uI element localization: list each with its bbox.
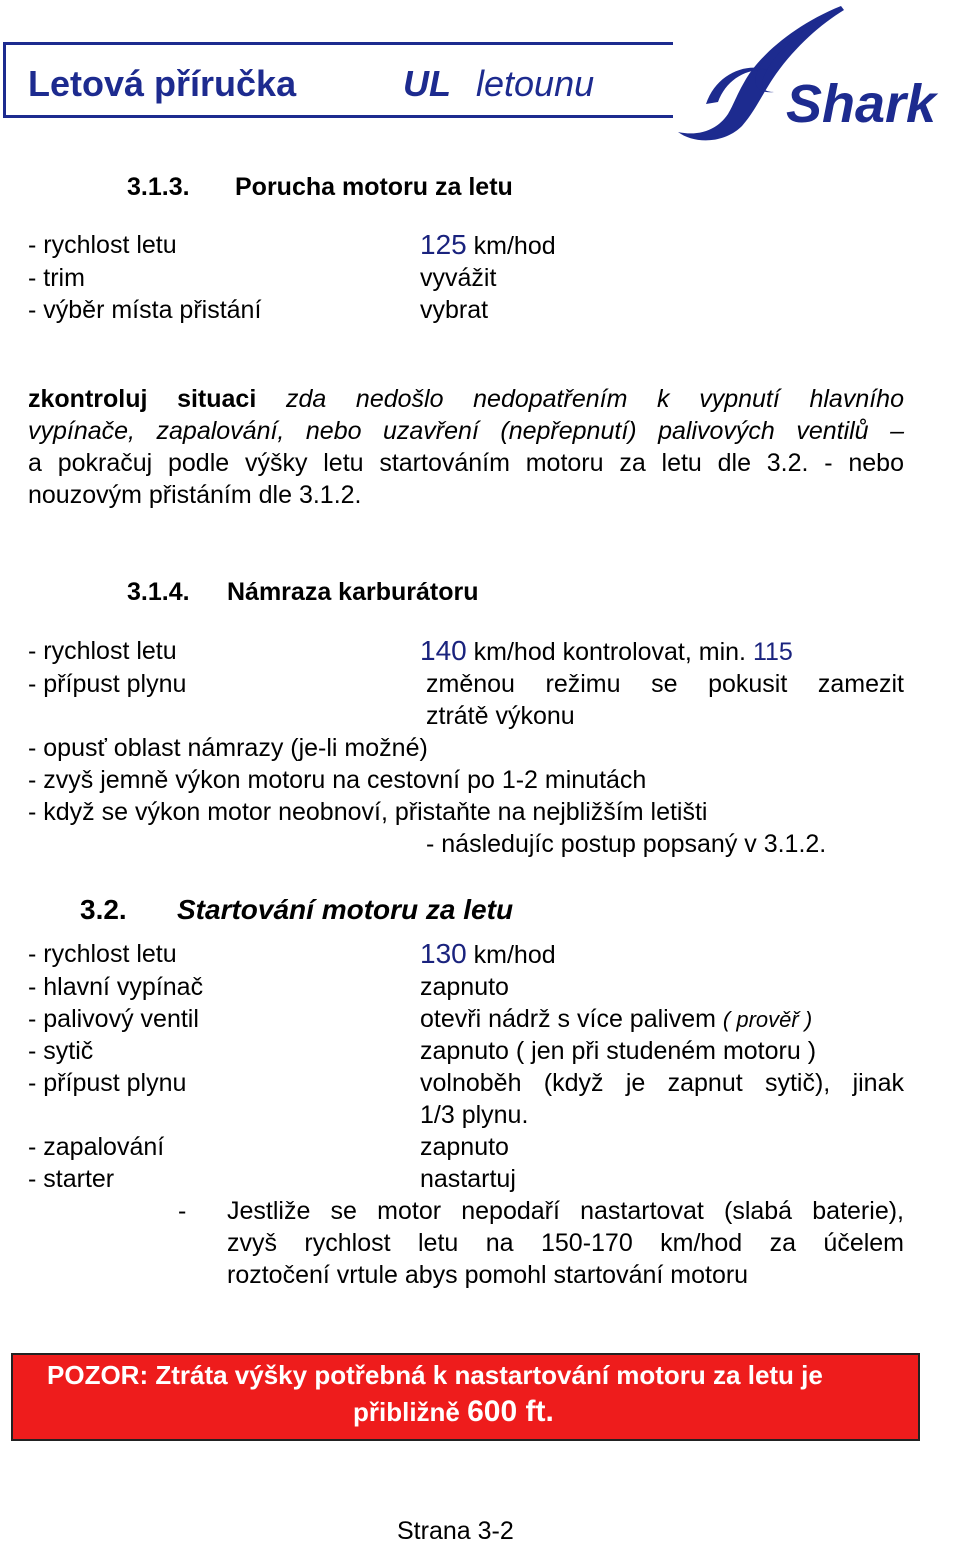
section-number: 3.2.: [80, 894, 127, 925]
speed-min-number: 115: [752, 638, 793, 666]
row-value: zapnuto ( jen při studeném motoru ): [420, 1037, 817, 1065]
row-label: - zapalování: [28, 1133, 165, 1161]
section-title: Porucha motoru za letu: [235, 173, 513, 201]
warning-text: POZOR: Ztráta výšky potřebná k nastartování motoru za letu je: [47, 1360, 823, 1390]
manual-title: Letová příručka: [28, 63, 297, 104]
section-title: Námraza karburátoru: [227, 578, 479, 606]
paragraph-line: a pokračuj podle výšky letu startováním motoru za letu dle 3.2. - nebo: [28, 449, 904, 477]
note-line: roztočení vrtule abys pomohl startování motoru: [227, 1261, 749, 1289]
warning-approx: přibližně: [353, 1397, 468, 1427]
speed-number: 140: [420, 635, 467, 666]
row-label: - rychlost letu: [28, 637, 177, 665]
row-label: - přípust plynu: [28, 1069, 187, 1097]
speed-number: 125: [420, 229, 467, 260]
row-label: - rychlost letu: [28, 231, 177, 259]
row-label: - trim: [28, 264, 85, 292]
row-label: - přípust plynu: [28, 670, 187, 698]
row-value: [420, 1003, 812, 1036]
row-label: - výběr místa přistání: [28, 296, 262, 324]
row-label: - starter: [28, 1165, 115, 1193]
list-item: - následujíc postup popsaný v 3.1.2.: [426, 830, 827, 858]
paragraph-line: nouzovým přistáním dle 3.1.2.: [28, 481, 362, 509]
row-label: - rychlost letu: [28, 940, 177, 968]
speed-unit: km/hod: [466, 232, 556, 260]
section-number: 3.1.3.: [127, 173, 190, 201]
speed-text: km/hod kontrolovat, min.: [466, 638, 753, 666]
page-number: Strana 3-2: [397, 1517, 514, 1545]
row-label: - hlavní vypínač: [28, 973, 204, 1001]
shark-logo: [676, 4, 960, 146]
note-line: Jestliže se motor nepodaří nastartovat (slabá baterie),: [227, 1197, 904, 1225]
speed-number: 130: [420, 938, 467, 969]
row-value: nastartuj: [420, 1165, 516, 1193]
row-value: 1/3 plynu.: [420, 1101, 529, 1129]
row-value: ztrátě výkonu: [426, 702, 575, 730]
row-label: - sytič: [28, 1037, 94, 1065]
warning-text: [353, 1395, 554, 1429]
note-dash: -: [178, 1197, 187, 1225]
logo-wordmark: Shark: [786, 74, 937, 134]
row-value: vyvážit: [420, 264, 497, 292]
row-value: změnou režimu se pokusit zamezit: [426, 670, 904, 698]
section-title: Startování motoru za letu: [177, 894, 514, 925]
manual-title-aircraft: letounu: [476, 63, 595, 104]
row-value: zapnuto: [420, 973, 509, 1001]
engine-failure-paragraph: [28, 383, 904, 511]
list-item: - zvyš jemně výkon motoru na cestovní po 1-2 minutách: [28, 766, 647, 794]
row-value: [420, 635, 793, 668]
warning-box: [11, 1353, 920, 1441]
paragraph-line: vypínače, zapalování, nebo uzavření (nepřepnutí) palivových ventilů –: [28, 417, 904, 445]
fuel-note: ( prověř ): [722, 1007, 813, 1032]
list-item: - opusť oblast námrazy (je-li možné): [28, 734, 428, 762]
row-value: [420, 229, 556, 262]
note-line: zvyš rychlost letu na 150-170 km/hod za účelem: [227, 1229, 904, 1257]
fuel-value: otevři nádrž s více palivem: [420, 1005, 723, 1033]
row-value: [420, 938, 556, 971]
paragraph-lead: zkontroluj situaci: [28, 385, 257, 413]
paragraph-line: [28, 383, 904, 415]
row-value: vybrat: [420, 296, 489, 324]
row-value: zapnuto: [420, 1133, 509, 1161]
row-value: volnoběh (když je zapnut sytič), jinak: [420, 1069, 904, 1097]
manual-title-ul: UL: [403, 63, 451, 104]
paragraph-text: zda nedošlo nedopatřením k vypnutí hlavního: [285, 385, 904, 413]
row-label: - palivový ventil: [28, 1005, 199, 1033]
section-number: 3.1.4.: [127, 578, 190, 606]
warning-altitude: 600 ft.: [467, 1395, 554, 1428]
speed-unit: km/hod: [466, 941, 556, 969]
list-item: - když se výkon motor neobnoví, přistaňte na nejbližším letišti: [28, 798, 708, 826]
